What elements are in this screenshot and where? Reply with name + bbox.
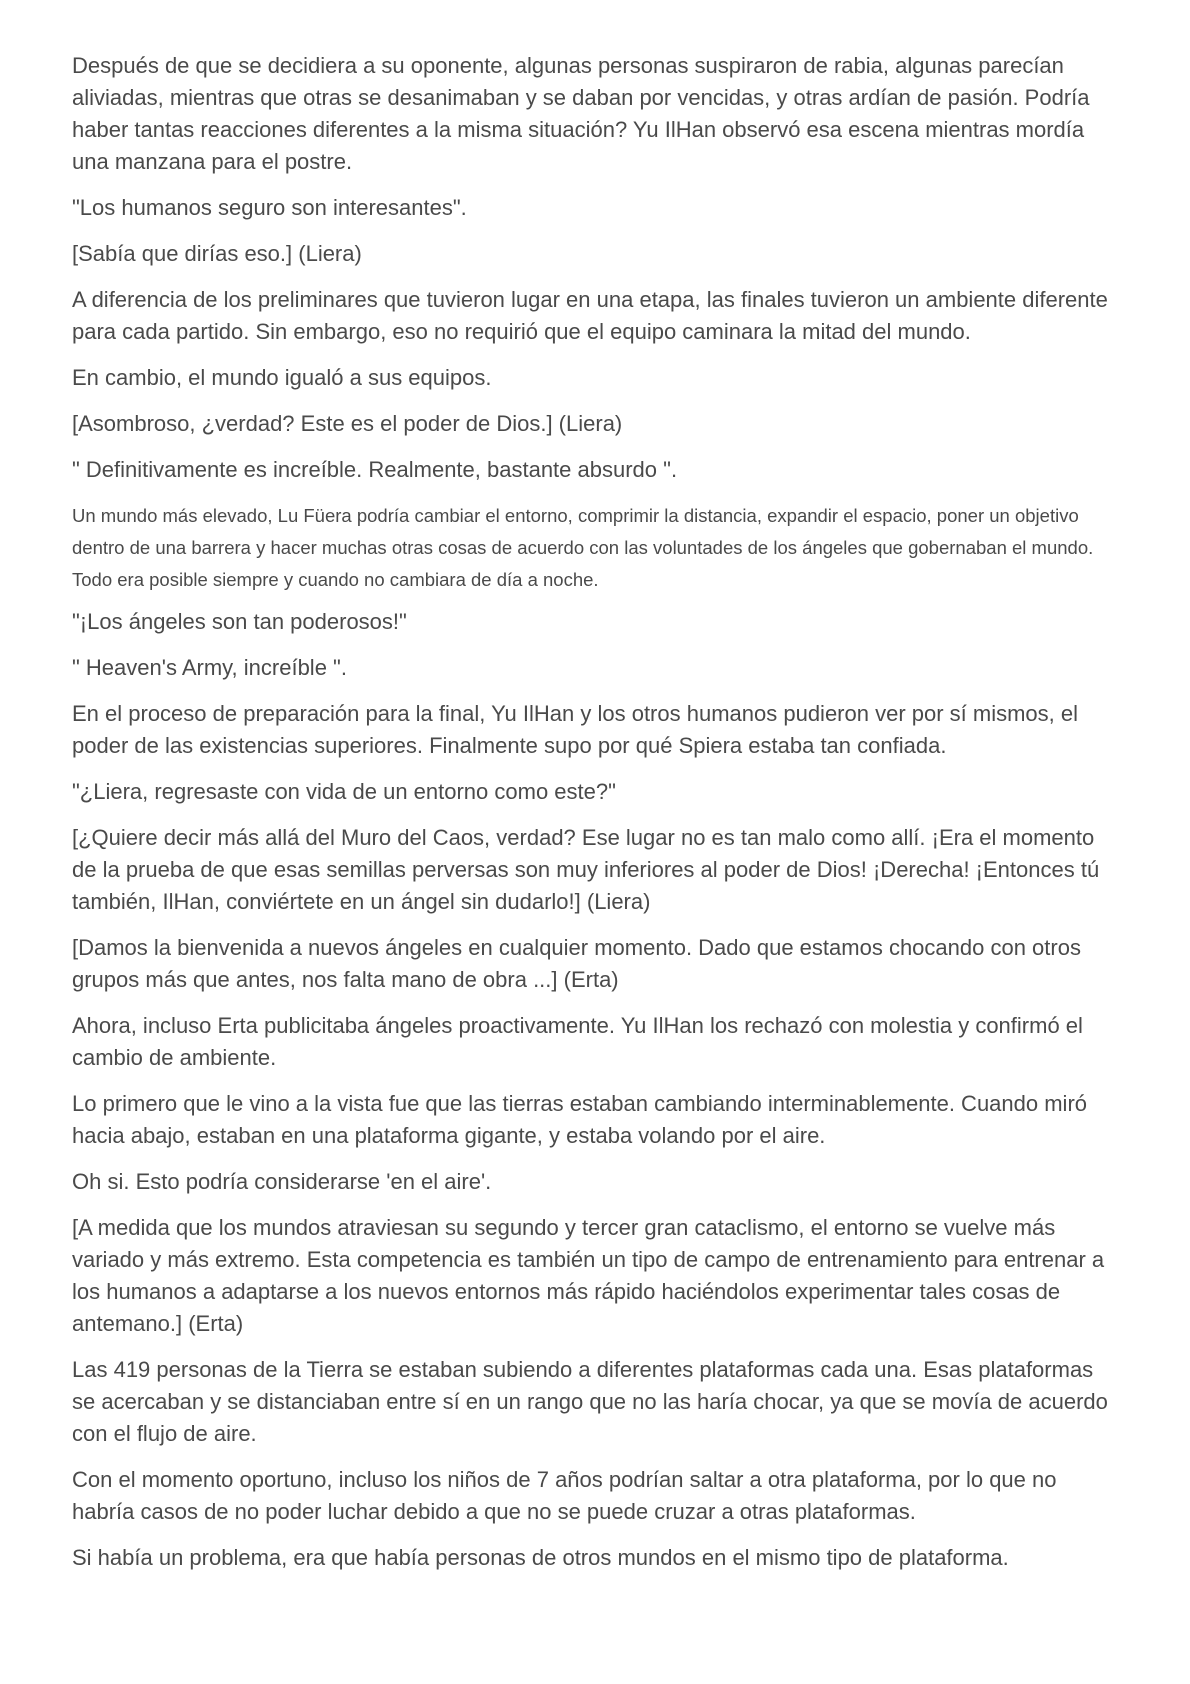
paragraph: [Sabía que dirías eso.] (Liera) bbox=[72, 241, 362, 266]
paragraph: Si había un problema, era que había personas de otros mundos en el mismo tipo de plataforma. bbox=[72, 1545, 1009, 1570]
paragraph: Oh si. Esto podría considerarse 'en el aire'. bbox=[72, 1169, 492, 1194]
paragraph: [A medida que los mundos atraviesan su segundo y tercer gran cataclismo, el entorno se vuelve más variado y más extremo. Esta competencia es también un tipo de campo de entrenamiento para entrenar a los humanos a adaptarse a los nuevos entornos más rápido haciéndolos experimentar tales cosas de antemano.] (Erta) bbox=[72, 1215, 1105, 1336]
paragraph: [¿Quiere decir más allá del Muro del Caos, verdad? Ese lugar no es tan malo como allí. ¡Era el momento de la prueba de que esas semillas perversas son muy inferiores al poder de Dios! ¡Derecha! ¡Entonces tú también, IlHan, conviértete en un ángel sin dudarlo!] (Liera) bbox=[72, 825, 1100, 914]
paragraph: Lo primero que le vino a la vista fue que las tierras estaban cambiando interminablemente. Cuando miró hacia abajo, estaban en una plataforma gigante, y estaba volando por el aire. bbox=[72, 1091, 1088, 1148]
paragraph: "¡Los ángeles son tan poderosos!" bbox=[72, 609, 407, 634]
paragraph: A diferencia de los preliminares que tuvieron lugar en una etapa, las finales tuvieron un ambiente diferente para cada partido. Sin embargo, eso no requirió que el equipo caminara la mitad del mundo. bbox=[72, 287, 1108, 344]
document-page bbox=[72, 50, 1122, 1588]
paragraph: [Damos la bienvenida a nuevos ángeles en cualquier momento. Dado que estamos chocando con otros grupos más que antes, nos falta mano de obra ...] (Erta) bbox=[72, 935, 1081, 992]
paragraph: " Definitivamente es increíble. Realmente, bastante absurdo ". bbox=[72, 457, 678, 482]
paragraph: Después de que se decidiera a su oponente, algunas personas suspiraron de rabia, algunas parecían aliviadas, mientras que otras se desanimaban y se daban por vencidas, y otras ardían de pasión. Podría haber tantas reacciones diferentes a la misma situación? Yu IlHan observó esa escena mientras mordía una manzana para el postre. bbox=[72, 53, 1090, 174]
paragraph: [Asombroso, ¿verdad? Este es el poder de Dios.] (Liera) bbox=[72, 411, 623, 436]
paragraph: Las 419 personas de la Tierra se estaban subiendo a diferentes plataformas cada una. Esas plataformas se acercaban y se distanciaban entre sí en un rango que no las haría chocar, ya que se movía de acuerdo con el flujo de aire. bbox=[72, 1357, 1108, 1446]
paragraph: "Los humanos seguro son interesantes". bbox=[72, 195, 467, 220]
paragraph: "¿Liera, regresaste con vida de un entorno como este?" bbox=[72, 779, 616, 804]
paragraph: En cambio, el mundo igualó a sus equipos. bbox=[72, 365, 492, 390]
paragraph: Con el momento oportuno, incluso los niños de 7 años podrían saltar a otra plataforma, por lo que no habría casos de no poder luchar debido a que no se puede cruzar a otras plataformas. bbox=[72, 1467, 1057, 1524]
paragraph: " Heaven's Army, increíble ". bbox=[72, 655, 347, 680]
paragraph: Un mundo más elevado, Lu Füera podría cambiar el entorno, comprimir la distancia, expandir el espacio, poner un objetivo dentro de una barrera y hacer muchas otras cosas de acuerdo con las voluntades de los ángeles que gobernaban el mundo. Todo era posible siempre y cuando no cambiara de día a noche. bbox=[72, 505, 1094, 590]
paragraph: En el proceso de preparación para la final, Yu IlHan y los otros humanos pudieron ver por sí mismos, el poder de las existencias superiores. Finalmente supo por qué Spiera estaba tan confiada. bbox=[72, 701, 1079, 758]
paragraph: Ahora, incluso Erta publicitaba ángeles proactivamente. Yu IlHan los rechazó con molestia y confirmó el cambio de ambiente. bbox=[72, 1013, 1083, 1070]
